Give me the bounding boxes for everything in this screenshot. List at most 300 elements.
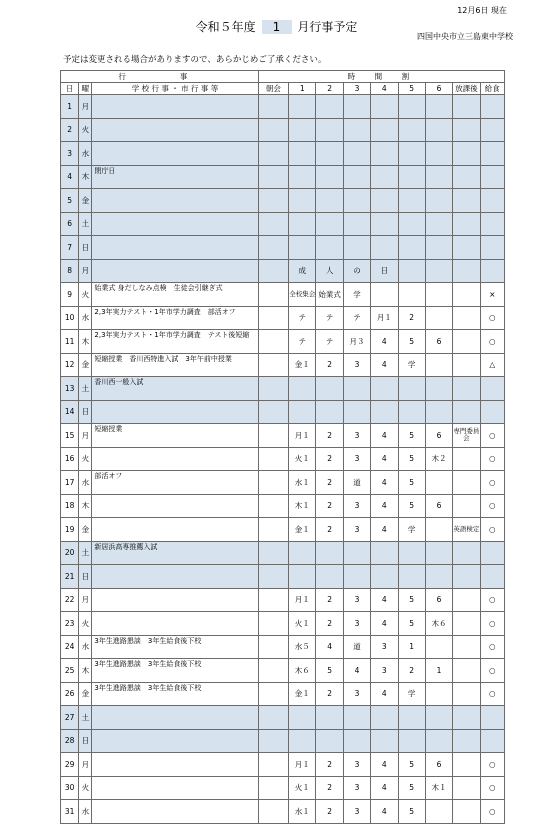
period-cell-3 bbox=[343, 706, 370, 730]
period-cell-2: 2 bbox=[316, 682, 343, 706]
weekday-cell: 火 bbox=[79, 118, 92, 142]
after-school-cell bbox=[453, 706, 480, 730]
event-cell bbox=[92, 118, 258, 142]
period-cell-2 bbox=[316, 377, 343, 401]
day-cell: 27 bbox=[61, 706, 79, 730]
day-cell: 14 bbox=[61, 400, 79, 424]
table-row bbox=[61, 283, 505, 307]
after-school-cell bbox=[453, 753, 480, 777]
period-cell-5 bbox=[398, 142, 425, 166]
event-cell: 始業式 身だしなみ点検 生徒会引継ぎ式 bbox=[92, 283, 258, 307]
header-p6: 6 bbox=[425, 83, 452, 95]
period-cell-6 bbox=[425, 142, 452, 166]
day-cell: 6 bbox=[61, 212, 79, 236]
lunch-cell: ○ bbox=[480, 471, 504, 495]
weekday-cell: 月 bbox=[79, 259, 92, 283]
period-cell-6 bbox=[425, 565, 452, 589]
period-cell-6: 木６ bbox=[425, 612, 452, 636]
table-row bbox=[61, 518, 505, 542]
period-cell-5 bbox=[398, 259, 425, 283]
period-cell-6: 6 bbox=[425, 494, 452, 518]
header-day: 日 bbox=[61, 83, 79, 95]
lunch-cell: ○ bbox=[480, 612, 504, 636]
header-lunch: 給食 bbox=[480, 83, 504, 95]
period-cell-5 bbox=[398, 95, 425, 119]
morning-cell bbox=[258, 588, 288, 612]
day-cell: 28 bbox=[61, 729, 79, 753]
header-morning: 朝会 bbox=[258, 83, 288, 95]
period-cell-2 bbox=[316, 95, 343, 119]
after-school-cell bbox=[453, 142, 480, 166]
period-cell-2 bbox=[316, 118, 343, 142]
period-cell-2: テ bbox=[316, 330, 343, 354]
event-cell bbox=[92, 494, 258, 518]
after-school-cell bbox=[453, 612, 480, 636]
schedule-body bbox=[61, 95, 505, 824]
event-cell bbox=[92, 236, 258, 260]
morning-cell bbox=[258, 118, 288, 142]
weekday-cell: 水 bbox=[79, 471, 92, 495]
day-cell: 20 bbox=[61, 541, 79, 565]
period-cell-6 bbox=[425, 682, 452, 706]
header-events-group: 行 事 bbox=[61, 71, 259, 83]
period-cell-4 bbox=[371, 212, 398, 236]
event-cell bbox=[92, 259, 258, 283]
period-cell-5: 1 bbox=[398, 635, 425, 659]
day-cell: 25 bbox=[61, 659, 79, 683]
period-cell-4: 4 bbox=[371, 353, 398, 377]
event-cell: 香川西一般入試 bbox=[92, 377, 258, 401]
weekday-cell: 火 bbox=[79, 447, 92, 471]
day-cell: 24 bbox=[61, 635, 79, 659]
after-school-cell bbox=[453, 659, 480, 683]
period-cell-3: 3 bbox=[343, 518, 370, 542]
weekday-cell: 日 bbox=[79, 565, 92, 589]
period-cell-6 bbox=[425, 283, 452, 307]
period-cell-4 bbox=[371, 283, 398, 307]
day-cell: 4 bbox=[61, 165, 79, 189]
period-cell-5: 5 bbox=[398, 494, 425, 518]
table-row bbox=[61, 635, 505, 659]
period-cell-2: 5 bbox=[316, 659, 343, 683]
period-cell-4 bbox=[371, 118, 398, 142]
weekday-cell: 月 bbox=[79, 424, 92, 448]
morning-cell bbox=[258, 635, 288, 659]
weekday-cell: 水 bbox=[79, 142, 92, 166]
period-cell-4 bbox=[371, 729, 398, 753]
lunch-cell bbox=[480, 706, 504, 730]
period-cell-3: 3 bbox=[343, 682, 370, 706]
period-cell-6: 6 bbox=[425, 588, 452, 612]
period-cell-3: 道 bbox=[343, 635, 370, 659]
period-cell-2: 2 bbox=[316, 753, 343, 777]
header-p1: 1 bbox=[289, 83, 316, 95]
event-cell: 3年生進路懇談 3年生給食後下校 bbox=[92, 682, 258, 706]
morning-cell bbox=[258, 377, 288, 401]
event-cell: 2,3年実力テスト・1年市学力調査 テスト後短縮 bbox=[92, 330, 258, 354]
period-cell-2: 2 bbox=[316, 776, 343, 800]
period-cell-4: 4 bbox=[371, 447, 398, 471]
day-cell: 16 bbox=[61, 447, 79, 471]
table-row bbox=[61, 306, 505, 330]
lunch-cell: ○ bbox=[480, 518, 504, 542]
weekday-cell: 火 bbox=[79, 776, 92, 800]
weekday-cell: 金 bbox=[79, 353, 92, 377]
title-month: 1 bbox=[262, 20, 292, 34]
table-row bbox=[61, 330, 505, 354]
table-row bbox=[61, 659, 505, 683]
weekday-cell: 日 bbox=[79, 400, 92, 424]
table-row bbox=[61, 95, 505, 119]
period-cell-3 bbox=[343, 541, 370, 565]
period-cell-5: 5 bbox=[398, 424, 425, 448]
period-cell-6 bbox=[425, 95, 452, 119]
period-cell-5 bbox=[398, 400, 425, 424]
lunch-cell bbox=[480, 729, 504, 753]
table-row bbox=[61, 236, 505, 260]
period-cell-3: テ bbox=[343, 306, 370, 330]
period-cell-4: 3 bbox=[371, 659, 398, 683]
morning-cell bbox=[258, 541, 288, 565]
period-cell-2: テ bbox=[316, 306, 343, 330]
event-cell bbox=[92, 729, 258, 753]
period-cell-3 bbox=[343, 95, 370, 119]
period-cell-6: 木１ bbox=[425, 776, 452, 800]
period-cell-6: 6 bbox=[425, 424, 452, 448]
period-cell-3 bbox=[343, 400, 370, 424]
event-cell: 新居浜高専推薦入試 bbox=[92, 541, 258, 565]
period-cell-6 bbox=[425, 165, 452, 189]
weekday-cell: 木 bbox=[79, 494, 92, 518]
period-cell-5: 5 bbox=[398, 776, 425, 800]
period-cell-5 bbox=[398, 212, 425, 236]
period-cell-5 bbox=[398, 706, 425, 730]
period-cell-4 bbox=[371, 400, 398, 424]
table-row bbox=[61, 471, 505, 495]
period-cell-1: 水１ bbox=[289, 800, 316, 824]
table-row bbox=[61, 189, 505, 213]
period-cell-1 bbox=[289, 165, 316, 189]
event-cell bbox=[92, 800, 258, 824]
day-cell: 30 bbox=[61, 776, 79, 800]
period-cell-2: 2 bbox=[316, 518, 343, 542]
day-cell: 18 bbox=[61, 494, 79, 518]
table-row bbox=[61, 729, 505, 753]
weekday-cell: 土 bbox=[79, 377, 92, 401]
lunch-cell: ○ bbox=[480, 447, 504, 471]
event-cell bbox=[92, 142, 258, 166]
period-cell-3 bbox=[343, 165, 370, 189]
period-cell-4: 4 bbox=[371, 682, 398, 706]
day-cell: 9 bbox=[61, 283, 79, 307]
table-row bbox=[61, 494, 505, 518]
period-cell-6 bbox=[425, 729, 452, 753]
period-cell-4: 4 bbox=[371, 588, 398, 612]
period-cell-4: 4 bbox=[371, 471, 398, 495]
morning-cell bbox=[258, 330, 288, 354]
morning-cell bbox=[258, 471, 288, 495]
period-cell-5: 2 bbox=[398, 659, 425, 683]
morning-cell bbox=[258, 283, 288, 307]
period-cell-3: 3 bbox=[343, 776, 370, 800]
period-cell-5 bbox=[398, 283, 425, 307]
header-row bbox=[61, 83, 505, 95]
period-cell-6: 木２ bbox=[425, 447, 452, 471]
period-cell-5: 5 bbox=[398, 588, 425, 612]
day-cell: 10 bbox=[61, 306, 79, 330]
table-row bbox=[61, 753, 505, 777]
event-cell: 3年生進路懇談 3年生給食後下校 bbox=[92, 659, 258, 683]
weekday-cell: 土 bbox=[79, 706, 92, 730]
weekday-cell: 水 bbox=[79, 306, 92, 330]
period-cell-1: 月１ bbox=[289, 753, 316, 777]
day-cell: 23 bbox=[61, 612, 79, 636]
period-cell-3: 道 bbox=[343, 471, 370, 495]
header-p3: 3 bbox=[343, 83, 370, 95]
period-cell-2 bbox=[316, 142, 343, 166]
table-row bbox=[61, 118, 505, 142]
after-school-cell bbox=[453, 776, 480, 800]
period-cell-4 bbox=[371, 565, 398, 589]
morning-cell bbox=[258, 729, 288, 753]
period-cell-1: 木１ bbox=[289, 494, 316, 518]
after-school-cell bbox=[453, 565, 480, 589]
title-prefix: 令和５年度 bbox=[195, 20, 256, 34]
after-school-cell bbox=[453, 588, 480, 612]
event-cell bbox=[92, 447, 258, 471]
period-cell-1: 月１ bbox=[289, 424, 316, 448]
period-cell-2 bbox=[316, 541, 343, 565]
morning-cell bbox=[258, 659, 288, 683]
period-cell-3 bbox=[343, 565, 370, 589]
period-cell-6 bbox=[425, 400, 452, 424]
period-cell-5: 5 bbox=[398, 471, 425, 495]
morning-cell bbox=[258, 142, 288, 166]
lunch-cell: △ bbox=[480, 353, 504, 377]
period-cell-4: 4 bbox=[371, 753, 398, 777]
event-cell: 短縮授業 bbox=[92, 424, 258, 448]
table-row bbox=[61, 588, 505, 612]
lunch-cell bbox=[480, 377, 504, 401]
period-cell-2: 2 bbox=[316, 447, 343, 471]
period-cell-5: 学 bbox=[398, 682, 425, 706]
period-cell-2 bbox=[316, 706, 343, 730]
table-row bbox=[61, 377, 505, 401]
period-cell-1 bbox=[289, 118, 316, 142]
lunch-cell: ○ bbox=[480, 330, 504, 354]
morning-cell bbox=[258, 212, 288, 236]
period-cell-1: 全校集会 bbox=[289, 283, 316, 307]
lunch-cell: ○ bbox=[480, 424, 504, 448]
morning-cell bbox=[258, 776, 288, 800]
day-cell: 11 bbox=[61, 330, 79, 354]
morning-cell bbox=[258, 682, 288, 706]
period-cell-3: 学 bbox=[343, 283, 370, 307]
lunch-cell bbox=[480, 565, 504, 589]
after-school-cell bbox=[453, 259, 480, 283]
period-cell-4 bbox=[371, 189, 398, 213]
header-after: 放課後 bbox=[453, 83, 480, 95]
period-cell-5: 学 bbox=[398, 353, 425, 377]
period-cell-1: 木６ bbox=[289, 659, 316, 683]
period-cell-5 bbox=[398, 189, 425, 213]
school-name: 四国中央市立三島東中学校 bbox=[417, 32, 513, 41]
period-cell-6 bbox=[425, 377, 452, 401]
after-school-cell: 専門委員会 bbox=[453, 424, 480, 448]
after-school-cell: 英語検定 bbox=[453, 518, 480, 542]
period-cell-3: 4 bbox=[343, 659, 370, 683]
period-cell-1 bbox=[289, 189, 316, 213]
period-cell-2: 2 bbox=[316, 471, 343, 495]
period-cell-6 bbox=[425, 212, 452, 236]
period-cell-1: 水５ bbox=[289, 635, 316, 659]
morning-cell bbox=[258, 353, 288, 377]
period-cell-5 bbox=[398, 118, 425, 142]
after-school-cell bbox=[453, 330, 480, 354]
weekday-cell: 土 bbox=[79, 541, 92, 565]
lunch-cell bbox=[480, 189, 504, 213]
period-cell-1 bbox=[289, 236, 316, 260]
period-cell-1: 火１ bbox=[289, 776, 316, 800]
header-group-row bbox=[61, 71, 505, 83]
lunch-cell: ○ bbox=[480, 635, 504, 659]
weekday-cell: 土 bbox=[79, 212, 92, 236]
period-cell-1: 金１ bbox=[289, 518, 316, 542]
period-cell-3: 3 bbox=[343, 588, 370, 612]
period-cell-1: 金１ bbox=[289, 682, 316, 706]
event-cell bbox=[92, 612, 258, 636]
period-cell-3: 3 bbox=[343, 353, 370, 377]
morning-cell bbox=[258, 753, 288, 777]
event-cell bbox=[92, 400, 258, 424]
after-school-cell bbox=[453, 494, 480, 518]
day-cell: 26 bbox=[61, 682, 79, 706]
day-cell: 2 bbox=[61, 118, 79, 142]
period-cell-4 bbox=[371, 165, 398, 189]
day-cell: 21 bbox=[61, 565, 79, 589]
morning-cell bbox=[258, 518, 288, 542]
weekday-cell: 月 bbox=[79, 95, 92, 119]
table-row bbox=[61, 212, 505, 236]
period-cell-1: 火１ bbox=[289, 447, 316, 471]
period-cell-3: 月３ bbox=[343, 330, 370, 354]
period-cell-1 bbox=[289, 95, 316, 119]
table-row bbox=[61, 612, 505, 636]
header-weekday: 曜 bbox=[79, 83, 92, 95]
weekday-cell: 日 bbox=[79, 729, 92, 753]
period-cell-4 bbox=[371, 706, 398, 730]
event-cell: 部活オフ bbox=[92, 471, 258, 495]
day-cell: 8 bbox=[61, 259, 79, 283]
after-school-cell bbox=[453, 236, 480, 260]
period-cell-4: 4 bbox=[371, 612, 398, 636]
event-cell: 2,3年実力テスト・1年市学力調査 部活オフ bbox=[92, 306, 258, 330]
period-cell-4 bbox=[371, 142, 398, 166]
period-cell-6 bbox=[425, 236, 452, 260]
day-cell: 17 bbox=[61, 471, 79, 495]
period-cell-2: 2 bbox=[316, 612, 343, 636]
weekday-cell: 月 bbox=[79, 753, 92, 777]
period-cell-5: 5 bbox=[398, 800, 425, 824]
event-cell bbox=[92, 753, 258, 777]
after-school-cell bbox=[453, 118, 480, 142]
period-cell-4 bbox=[371, 541, 398, 565]
header-periods-group: 時 間 割 bbox=[258, 71, 504, 83]
period-cell-1 bbox=[289, 541, 316, 565]
period-cell-4 bbox=[371, 95, 398, 119]
period-cell-1 bbox=[289, 400, 316, 424]
period-cell-6 bbox=[425, 189, 452, 213]
period-cell-4: 4 bbox=[371, 518, 398, 542]
header-p5: 5 bbox=[398, 83, 425, 95]
day-cell: 29 bbox=[61, 753, 79, 777]
lunch-cell: ○ bbox=[480, 659, 504, 683]
morning-cell bbox=[258, 447, 288, 471]
event-cell bbox=[92, 706, 258, 730]
weekday-cell: 木 bbox=[79, 330, 92, 354]
period-cell-2: 2 bbox=[316, 424, 343, 448]
period-cell-4 bbox=[371, 377, 398, 401]
table-row bbox=[61, 424, 505, 448]
morning-cell bbox=[258, 189, 288, 213]
weekday-cell: 金 bbox=[79, 518, 92, 542]
period-cell-4: 日 bbox=[371, 259, 398, 283]
period-cell-5 bbox=[398, 165, 425, 189]
schedule-table bbox=[60, 70, 505, 824]
period-cell-2 bbox=[316, 729, 343, 753]
table-row bbox=[61, 353, 505, 377]
period-cell-5: 2 bbox=[398, 306, 425, 330]
day-cell: 13 bbox=[61, 377, 79, 401]
period-cell-3 bbox=[343, 142, 370, 166]
lunch-cell bbox=[480, 95, 504, 119]
after-school-cell bbox=[453, 635, 480, 659]
period-cell-6 bbox=[425, 118, 452, 142]
day-cell: 15 bbox=[61, 424, 79, 448]
period-cell-2: 2 bbox=[316, 494, 343, 518]
period-cell-4: 4 bbox=[371, 776, 398, 800]
period-cell-2: 2 bbox=[316, 588, 343, 612]
morning-cell bbox=[258, 565, 288, 589]
period-cell-5 bbox=[398, 541, 425, 565]
period-cell-3: 3 bbox=[343, 494, 370, 518]
period-cell-3: 3 bbox=[343, 800, 370, 824]
period-cell-6: 6 bbox=[425, 753, 452, 777]
period-cell-3: 3 bbox=[343, 424, 370, 448]
period-cell-2 bbox=[316, 212, 343, 236]
lunch-cell bbox=[480, 541, 504, 565]
period-cell-6 bbox=[425, 635, 452, 659]
day-cell: 7 bbox=[61, 236, 79, 260]
day-cell: 31 bbox=[61, 800, 79, 824]
after-school-cell bbox=[453, 95, 480, 119]
lunch-cell bbox=[480, 400, 504, 424]
lunch-cell: ○ bbox=[480, 753, 504, 777]
period-cell-3 bbox=[343, 729, 370, 753]
period-cell-6 bbox=[425, 306, 452, 330]
day-cell: 3 bbox=[61, 142, 79, 166]
after-school-cell bbox=[453, 729, 480, 753]
title-suffix: 月行事予定 bbox=[297, 20, 358, 34]
lunch-cell bbox=[480, 142, 504, 166]
header-p4: 4 bbox=[371, 83, 398, 95]
header-p2: 2 bbox=[316, 83, 343, 95]
weekday-cell: 木 bbox=[79, 659, 92, 683]
table-row bbox=[61, 447, 505, 471]
period-cell-6 bbox=[425, 706, 452, 730]
period-cell-1 bbox=[289, 377, 316, 401]
period-cell-4: 4 bbox=[371, 424, 398, 448]
